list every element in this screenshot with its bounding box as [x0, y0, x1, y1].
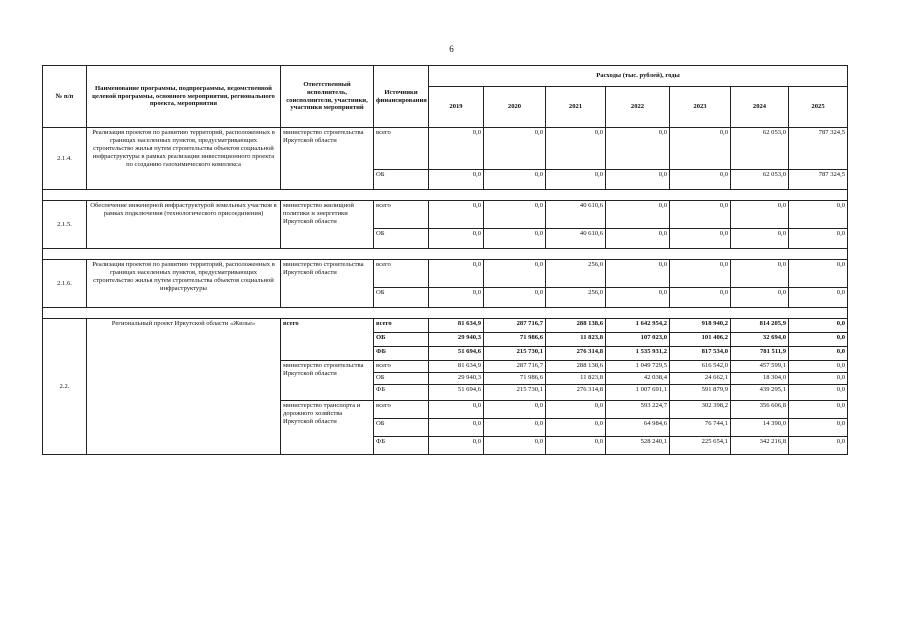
value-cell: 1 642 954,2 — [606, 319, 670, 333]
value-cell: 0,0 — [606, 170, 670, 190]
value-cell: 225 654,1 — [670, 437, 731, 455]
value-cell: 0,0 — [484, 229, 546, 249]
value-cell: 0,0 — [731, 260, 789, 288]
value-cell: 71 986,6 — [484, 333, 546, 347]
value-cell: 817 534,0 — [670, 347, 731, 361]
value-cell: 528 240,1 — [606, 437, 670, 455]
value-cell: 591 879,9 — [670, 385, 731, 401]
value-cell: 0,0 — [546, 401, 606, 419]
value-cell: 0,0 — [789, 229, 848, 249]
source-cell: ОБ — [374, 333, 429, 347]
value-cell: 288 138,6 — [546, 361, 606, 373]
row-executor: министерство строительства Иркутской области — [281, 361, 374, 401]
page-number: 6 — [449, 44, 454, 54]
source-cell: ОБ — [374, 170, 429, 190]
source-cell: всего — [374, 319, 429, 333]
value-cell: 287 716,7 — [484, 319, 546, 333]
value-cell: 0,0 — [546, 128, 606, 170]
header-year: 2023 — [670, 87, 731, 128]
value-cell: 781 511,9 — [731, 347, 789, 361]
value-cell: 276 314,8 — [546, 385, 606, 401]
value-cell: 0,0 — [789, 201, 848, 229]
value-cell: 0,0 — [606, 201, 670, 229]
value-cell: 0,0 — [670, 128, 731, 170]
value-cell: 1 535 931,2 — [606, 347, 670, 361]
source-cell: всего — [374, 128, 429, 170]
value-cell: 276 314,8 — [546, 347, 606, 361]
value-cell: 256,0 — [546, 260, 606, 288]
value-cell: 0,0 — [789, 260, 848, 288]
value-cell: 0,0 — [789, 288, 848, 308]
value-cell: 81 634,9 — [429, 319, 484, 333]
value-cell: 0,0 — [484, 170, 546, 190]
value-cell: 81 634,9 — [429, 361, 484, 373]
source-cell: всего — [374, 260, 429, 288]
value-cell: 302 398,2 — [670, 401, 731, 419]
table-row — [43, 319, 848, 333]
header-year: 2020 — [484, 87, 546, 128]
value-cell: 0,0 — [484, 401, 546, 419]
budget-table — [42, 65, 848, 455]
row-name: Реализация проектов по развитию территорий, расположенных в границах населенных пунктов, предусматривающих строительство жилья путем строительства объектов социальной инфраструктуры — [87, 260, 281, 308]
value-cell: 0,0 — [670, 260, 731, 288]
source-cell: всего — [374, 401, 429, 419]
row-executor-total: всего — [281, 319, 374, 361]
value-cell: 0,0 — [484, 128, 546, 170]
header-num: № п/п — [43, 66, 87, 128]
header-year: 2025 — [789, 87, 848, 128]
value-cell: 0,0 — [789, 361, 848, 373]
header-name: Наименование программы, подпрограммы, ведомственной целевой программы, основного мероприятия, регионального проекта, мероприятия — [87, 66, 281, 128]
value-cell: 1 049 729,5 — [606, 361, 670, 373]
table-row — [43, 128, 848, 170]
source-cell: ФБ — [374, 437, 429, 455]
value-cell: 0,0 — [484, 437, 546, 455]
spacer-row — [43, 190, 848, 201]
source-cell: ОБ — [374, 229, 429, 249]
header-year: 2021 — [546, 87, 606, 128]
value-cell: 0,0 — [731, 201, 789, 229]
value-cell: 0,0 — [484, 260, 546, 288]
value-cell: 593 224,7 — [606, 401, 670, 419]
value-cell: 288 138,6 — [546, 319, 606, 333]
value-cell: 0,0 — [789, 333, 848, 347]
value-cell: 0,0 — [429, 419, 484, 437]
value-cell: 0,0 — [429, 401, 484, 419]
value-cell: 11 823,8 — [546, 373, 606, 385]
value-cell: 29 940,3 — [429, 373, 484, 385]
row-executor: министерство транспорта и дорожного хозяйства Иркутской области — [281, 401, 374, 455]
row-executor: министерство жилищной политики и энергетики Иркутской области — [281, 201, 374, 249]
value-cell: 787 324,5 — [789, 128, 848, 170]
header-executor: Ответственный исполнитель, соисполнители, участники, участники мероприятий — [281, 66, 374, 128]
value-cell: 0,0 — [429, 128, 484, 170]
value-cell: 215 730,1 — [484, 347, 546, 361]
row-code: 2.1.4. — [43, 128, 87, 190]
value-cell: 42 038,4 — [606, 373, 670, 385]
value-cell: 0,0 — [789, 419, 848, 437]
value-cell: 40 610,6 — [546, 201, 606, 229]
row-name: Реализация проектов по развитию территорий, расположенных в границах населенных пунктов, предусматривающих строительство жилья путем строительства объектов социальной инфраструктуры в рамках реализации инвестиционного проекта по созданию газохимического комплекса — [87, 128, 281, 190]
value-cell: 0,0 — [670, 201, 731, 229]
value-cell: 0,0 — [731, 288, 789, 308]
source-cell: всего — [374, 361, 429, 373]
value-cell: 71 986,6 — [484, 373, 546, 385]
value-cell: 0,0 — [789, 437, 848, 455]
value-cell: 0,0 — [789, 385, 848, 401]
value-cell: 814 205,9 — [731, 319, 789, 333]
value-cell: 457 599,1 — [731, 361, 789, 373]
source-cell: ФБ — [374, 385, 429, 401]
value-cell: 0,0 — [789, 401, 848, 419]
value-cell: 0,0 — [484, 419, 546, 437]
value-cell: 101 406,2 — [670, 333, 731, 347]
header-year: 2024 — [731, 87, 789, 128]
row-executor: министерство строительства Иркутской области — [281, 128, 374, 190]
table-row — [43, 201, 848, 229]
source-cell: ОБ — [374, 373, 429, 385]
value-cell: 107 023,0 — [606, 333, 670, 347]
header-expenses: Расходы (тыс. рублей), годы — [429, 66, 848, 87]
value-cell: 0,0 — [606, 260, 670, 288]
spacer-row — [43, 308, 848, 319]
value-cell: 24 662,1 — [670, 373, 731, 385]
value-cell: 14 390,0 — [731, 419, 789, 437]
value-cell: 0,0 — [670, 229, 731, 249]
value-cell: 62 053,0 — [731, 170, 789, 190]
value-cell: 0,0 — [429, 288, 484, 308]
value-cell: 1 007 691,1 — [606, 385, 670, 401]
value-cell: 287 716,7 — [484, 361, 546, 373]
value-cell: 0,0 — [429, 260, 484, 288]
header-sources: Источники финансирования — [374, 66, 429, 128]
value-cell: 51 694,6 — [429, 385, 484, 401]
table-row — [43, 260, 848, 288]
row-code: 2.1.6. — [43, 260, 87, 308]
value-cell: 40 610,6 — [546, 229, 606, 249]
value-cell: 0,0 — [670, 288, 731, 308]
value-cell: 18 304,0 — [731, 373, 789, 385]
value-cell: 215 730,1 — [484, 385, 546, 401]
value-cell: 0,0 — [546, 437, 606, 455]
value-cell: 0,0 — [484, 201, 546, 229]
value-cell: 0,0 — [789, 319, 848, 333]
value-cell: 439 295,1 — [731, 385, 789, 401]
value-cell: 0,0 — [484, 288, 546, 308]
source-cell: всего — [374, 201, 429, 229]
value-cell: 64 984,6 — [606, 419, 670, 437]
value-cell: 11 823,8 — [546, 333, 606, 347]
value-cell: 0,0 — [606, 288, 670, 308]
value-cell: 0,0 — [670, 170, 731, 190]
value-cell: 0,0 — [546, 170, 606, 190]
value-cell: 918 940,2 — [670, 319, 731, 333]
value-cell: 342 216,8 — [731, 437, 789, 455]
value-cell: 0,0 — [606, 229, 670, 249]
header-year: 2019 — [429, 87, 484, 128]
value-cell: 0,0 — [429, 437, 484, 455]
row-executor: министерство строительства Иркутской области — [281, 260, 374, 308]
spacer-row — [43, 249, 848, 260]
value-cell: 62 053,0 — [731, 128, 789, 170]
value-cell: 0,0 — [606, 128, 670, 170]
value-cell: 356 606,8 — [731, 401, 789, 419]
value-cell: 0,0 — [429, 229, 484, 249]
header-year: 2022 — [606, 87, 670, 128]
value-cell: 29 940,3 — [429, 333, 484, 347]
source-cell: ФБ — [374, 347, 429, 361]
value-cell: 0,0 — [731, 229, 789, 249]
value-cell: 0,0 — [429, 170, 484, 190]
value-cell: 0,0 — [546, 419, 606, 437]
row-name: Обеспечение инженерной инфраструктурой земельных участков в рамках подключения (технологического присоединения) — [87, 201, 281, 249]
row-name: Региональный проект Иркутской области «Жилье» — [87, 319, 281, 455]
value-cell: 0,0 — [789, 347, 848, 361]
value-cell: 256,0 — [546, 288, 606, 308]
source-cell: ОБ — [374, 419, 429, 437]
source-cell: ОБ — [374, 288, 429, 308]
value-cell: 0,0 — [789, 373, 848, 385]
row-code: 2.2. — [43, 319, 87, 455]
value-cell: 616 542,0 — [670, 361, 731, 373]
row-code: 2.1.5. — [43, 201, 87, 249]
value-cell: 51 694,6 — [429, 347, 484, 361]
value-cell: 0,0 — [429, 201, 484, 229]
value-cell: 76 744,1 — [670, 419, 731, 437]
value-cell: 787 324,5 — [789, 170, 848, 190]
value-cell: 32 694,0 — [731, 333, 789, 347]
